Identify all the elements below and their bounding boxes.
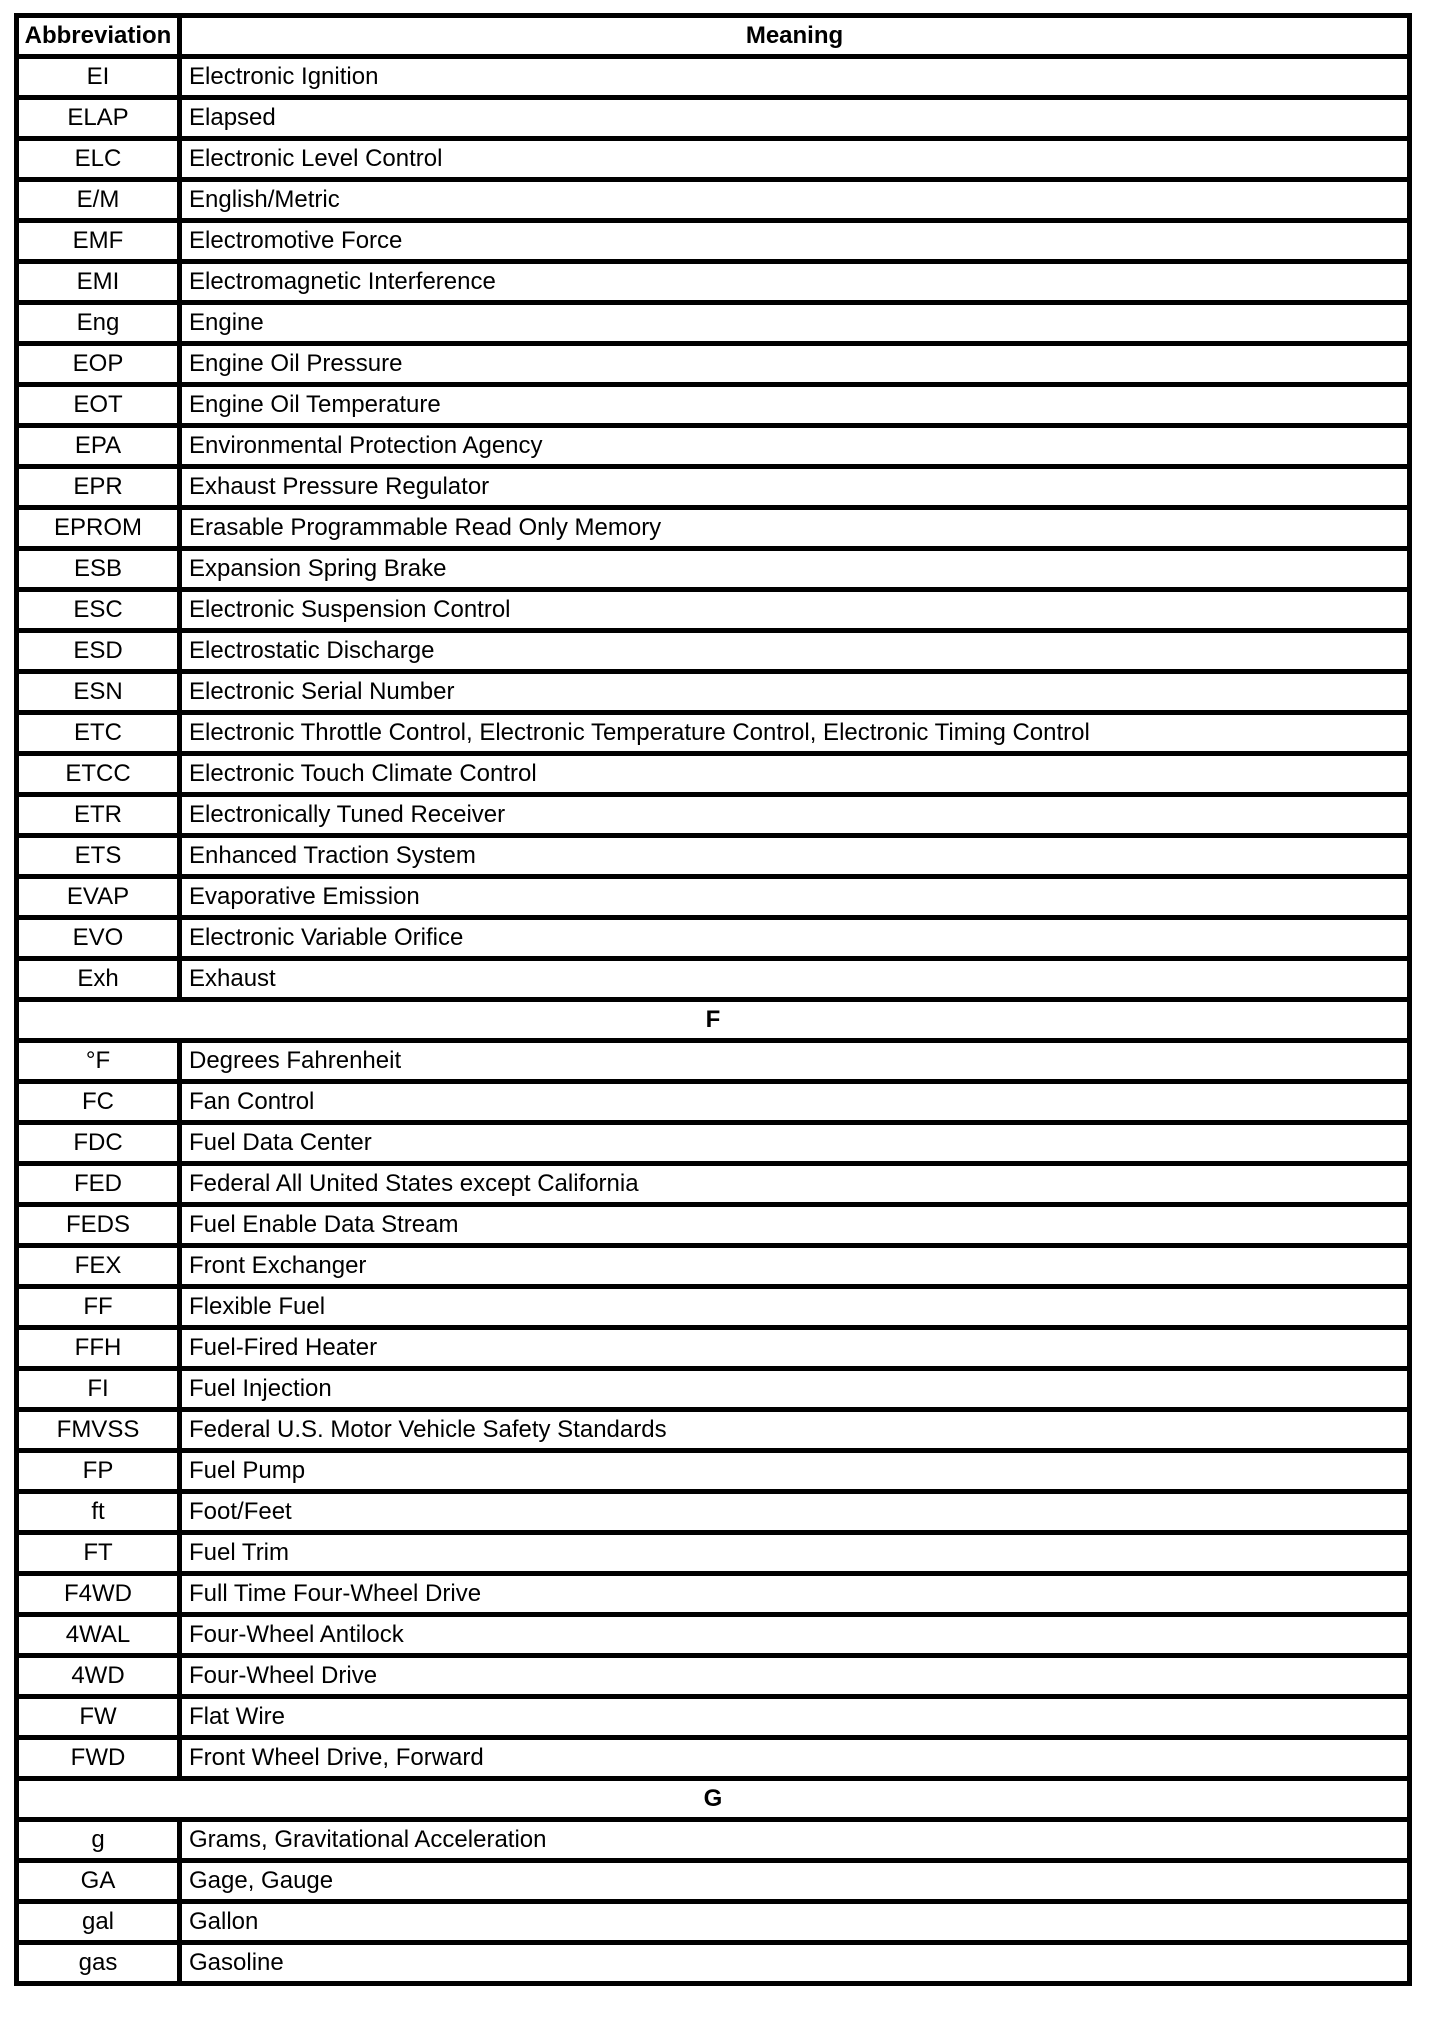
abbreviation-cell: FC <box>17 1082 180 1123</box>
abbreviation-cell: E/M <box>17 180 180 221</box>
table-row <box>17 262 1410 303</box>
meaning-cell: Electronic Ignition <box>180 57 1410 98</box>
table-row <box>17 385 1410 426</box>
table-row <box>17 344 1410 385</box>
meaning-cell: English/Metric <box>180 180 1410 221</box>
abbreviation-cell: FDC <box>17 1123 180 1164</box>
abbreviation-table <box>14 13 1412 1986</box>
meaning-cell: Engine Oil Temperature <box>180 385 1410 426</box>
meaning-cell: Electromagnetic Interference <box>180 262 1410 303</box>
meaning-cell: Electronic Serial Number <box>180 672 1410 713</box>
table-row <box>17 508 1410 549</box>
table-row <box>17 1533 1410 1574</box>
section-label: G <box>17 1779 1410 1820</box>
abbreviation-cell: Eng <box>17 303 180 344</box>
abbreviation-cell: ESC <box>17 590 180 631</box>
meaning-cell: Expansion Spring Brake <box>180 549 1410 590</box>
meaning-cell: Electronic Suspension Control <box>180 590 1410 631</box>
table-row <box>17 303 1410 344</box>
meaning-cell: Fuel Data Center <box>180 1123 1410 1164</box>
meaning-cell: Degrees Fahrenheit <box>180 1041 1410 1082</box>
meaning-cell: Engine Oil Pressure <box>180 344 1410 385</box>
table-row <box>17 1328 1410 1369</box>
abbreviation-cell: EMI <box>17 262 180 303</box>
meaning-cell: Front Exchanger <box>180 1246 1410 1287</box>
abbreviation-cell: ETCC <box>17 754 180 795</box>
table-row <box>17 1738 1410 1779</box>
table-row <box>17 549 1410 590</box>
table-row <box>17 1861 1410 1902</box>
abbreviation-cell: FWD <box>17 1738 180 1779</box>
abbreviation-cell: °F <box>17 1041 180 1082</box>
meaning-cell: Fuel Enable Data Stream <box>180 1205 1410 1246</box>
table-row <box>17 754 1410 795</box>
table-row <box>17 221 1410 262</box>
table-row <box>17 1820 1410 1861</box>
meaning-cell: Federal U.S. Motor Vehicle Safety Standards <box>180 1410 1410 1451</box>
abbreviation-cell: ELAP <box>17 98 180 139</box>
column-header-abbreviation: Abbreviation <box>17 16 180 57</box>
table-row <box>17 1902 1410 1943</box>
abbreviation-cell: FMVSS <box>17 1410 180 1451</box>
table-row <box>17 1943 1410 1984</box>
abbreviation-cell: ESB <box>17 549 180 590</box>
meaning-cell: Federal All United States except California <box>180 1164 1410 1205</box>
table-row <box>17 959 1410 1000</box>
abbreviation-cell: gal <box>17 1902 180 1943</box>
table-row <box>17 98 1410 139</box>
table-row <box>17 426 1410 467</box>
abbreviation-cell: EVAP <box>17 877 180 918</box>
meaning-cell: Gage, Gauge <box>180 1861 1410 1902</box>
table-row <box>17 1410 1410 1451</box>
abbreviation-cell: EOT <box>17 385 180 426</box>
section-header-row <box>17 1779 1410 1820</box>
table-row <box>17 672 1410 713</box>
abbreviation-cell: ESD <box>17 631 180 672</box>
abbreviation-cell: FED <box>17 1164 180 1205</box>
meaning-cell: Fuel-Fired Heater <box>180 1328 1410 1369</box>
abbreviation-cell: FP <box>17 1451 180 1492</box>
section-label: F <box>17 1000 1410 1041</box>
abbreviation-cell: ESN <box>17 672 180 713</box>
column-header-meaning: Meaning <box>180 16 1410 57</box>
abbreviation-cell: FFH <box>17 1328 180 1369</box>
abbreviation-cell: FF <box>17 1287 180 1328</box>
meaning-cell: Flexible Fuel <box>180 1287 1410 1328</box>
meaning-cell: Fuel Trim <box>180 1533 1410 1574</box>
table-row <box>17 631 1410 672</box>
meaning-cell: Exhaust <box>180 959 1410 1000</box>
meaning-cell: Elapsed <box>180 98 1410 139</box>
table-row <box>17 1615 1410 1656</box>
meaning-cell: Engine <box>180 303 1410 344</box>
table-row <box>17 1369 1410 1410</box>
meaning-cell: Gasoline <box>180 1943 1410 1984</box>
abbreviation-cell: ft <box>17 1492 180 1533</box>
table-row <box>17 877 1410 918</box>
meaning-cell: Fuel Pump <box>180 1451 1410 1492</box>
abbreviation-cell: Exh <box>17 959 180 1000</box>
abbreviation-cell: 4WAL <box>17 1615 180 1656</box>
abbreviation-cell: FEX <box>17 1246 180 1287</box>
table-header-row <box>17 16 1410 57</box>
table-row <box>17 1246 1410 1287</box>
abbreviation-cell: 4WD <box>17 1656 180 1697</box>
table-row <box>17 1287 1410 1328</box>
table-row <box>17 918 1410 959</box>
meaning-cell: Four-Wheel Antilock <box>180 1615 1410 1656</box>
abbreviation-cell: ELC <box>17 139 180 180</box>
abbreviation-cell: FT <box>17 1533 180 1574</box>
abbreviation-cell: FI <box>17 1369 180 1410</box>
meaning-cell: Electronic Touch Climate Control <box>180 754 1410 795</box>
abbreviation-cell: EOP <box>17 344 180 385</box>
meaning-cell: Electrostatic Discharge <box>180 631 1410 672</box>
table-row <box>17 1574 1410 1615</box>
meaning-cell: Full Time Four-Wheel Drive <box>180 1574 1410 1615</box>
table-row <box>17 1451 1410 1492</box>
abbreviation-cell: FW <box>17 1697 180 1738</box>
table-row <box>17 1082 1410 1123</box>
table-body <box>17 57 1410 1984</box>
meaning-cell: Foot/Feet <box>180 1492 1410 1533</box>
abbreviation-cell: EPR <box>17 467 180 508</box>
abbreviation-cell: g <box>17 1820 180 1861</box>
meaning-cell: Electronic Level Control <box>180 139 1410 180</box>
meaning-cell: Grams, Gravitational Acceleration <box>180 1820 1410 1861</box>
table-row <box>17 1492 1410 1533</box>
table-row <box>17 590 1410 631</box>
abbreviation-cell: ETC <box>17 713 180 754</box>
table-row <box>17 57 1410 98</box>
section-header-row <box>17 1000 1410 1041</box>
abbreviation-cell: F4WD <box>17 1574 180 1615</box>
meaning-cell: Gallon <box>180 1902 1410 1943</box>
table-row <box>17 1205 1410 1246</box>
meaning-cell: Enhanced Traction System <box>180 836 1410 877</box>
meaning-cell: Exhaust Pressure Regulator <box>180 467 1410 508</box>
table-row <box>17 1656 1410 1697</box>
table-row <box>17 795 1410 836</box>
abbreviation-cell: EI <box>17 57 180 98</box>
table-row <box>17 1697 1410 1738</box>
abbreviation-cell: EMF <box>17 221 180 262</box>
table-row <box>17 1164 1410 1205</box>
abbreviation-cell: EPA <box>17 426 180 467</box>
abbreviation-cell: EPROM <box>17 508 180 549</box>
meaning-cell: Fan Control <box>180 1082 1410 1123</box>
table-row <box>17 836 1410 877</box>
meaning-cell: Flat Wire <box>180 1697 1410 1738</box>
abbreviation-cell: ETR <box>17 795 180 836</box>
meaning-cell: Four-Wheel Drive <box>180 1656 1410 1697</box>
abbreviation-cell: FEDS <box>17 1205 180 1246</box>
abbreviation-cell: EVO <box>17 918 180 959</box>
meaning-cell: Evaporative Emission <box>180 877 1410 918</box>
meaning-cell: Erasable Programmable Read Only Memory <box>180 508 1410 549</box>
table-row <box>17 713 1410 754</box>
table-row <box>17 1041 1410 1082</box>
table-row <box>17 467 1410 508</box>
meaning-cell: Electronic Variable Orifice <box>180 918 1410 959</box>
table-row <box>17 1123 1410 1164</box>
abbreviation-cell: ETS <box>17 836 180 877</box>
table-row <box>17 180 1410 221</box>
meaning-cell: Front Wheel Drive, Forward <box>180 1738 1410 1779</box>
meaning-cell: Electromotive Force <box>180 221 1410 262</box>
table-row <box>17 139 1410 180</box>
meaning-cell: Electronically Tuned Receiver <box>180 795 1410 836</box>
abbreviation-cell: gas <box>17 1943 180 1984</box>
abbreviation-cell: GA <box>17 1861 180 1902</box>
meaning-cell: Electronic Throttle Control, Electronic Temperature Control, Electronic Timing Control <box>180 713 1410 754</box>
meaning-cell: Environmental Protection Agency <box>180 426 1410 467</box>
meaning-cell: Fuel Injection <box>180 1369 1410 1410</box>
